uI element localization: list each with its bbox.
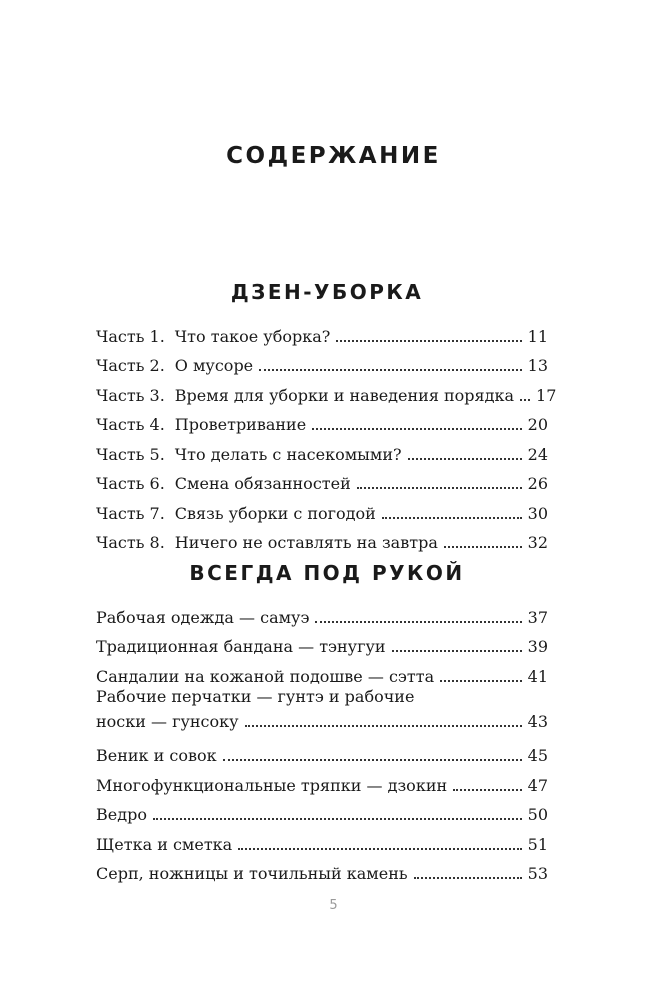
entry-title: Что делать с насекомыми? [174, 444, 402, 464]
entry-title: Сандалии на кожаной подошве — сэтта [96, 666, 435, 686]
part-label: Часть 3. [96, 385, 165, 405]
entry-title: Щетка и сметка [96, 834, 233, 854]
part-label: Часть 1. [96, 326, 165, 346]
toc-section-always-at-hand [96, 559, 548, 884]
entry-title: Многофункциональные тряпки — дзокин [96, 775, 448, 795]
dot-leader [312, 428, 521, 430]
part-label: Часть 2. [96, 356, 165, 375]
entry-title: Серп, ножницы и точильный камень [96, 864, 408, 883]
toc-entry[interactable] [96, 628, 548, 658]
entry-title: Ведро [96, 805, 147, 824]
dot-leader [382, 517, 522, 519]
dot-leader [453, 789, 522, 791]
page-number: 24 [527, 444, 548, 464]
page-number: 30 [527, 503, 548, 523]
dot-leader [245, 725, 522, 727]
entry-second-row [96, 708, 548, 732]
entry-title-line-1: Рабочие перчатки — гунтэ и рабочие [96, 686, 415, 706]
dot-leader [259, 369, 521, 371]
section-heading: ВСЕГДА ПОД РУКОЙ [189, 561, 465, 585]
toc-entry[interactable] [96, 737, 548, 767]
section-heading: ДЗЕН-УБОРКА [230, 280, 424, 304]
dot-leader [414, 877, 522, 879]
dot-leader [336, 340, 521, 342]
entry-title: Проветривание [174, 415, 307, 434]
entry-title: Ничего не оставлять на завтра [174, 533, 438, 552]
toc-entry[interactable] [96, 855, 548, 885]
dot-leader [444, 546, 522, 548]
toc-entry[interactable] [96, 524, 548, 554]
page-number: 17 [536, 385, 557, 405]
page-number: 47 [527, 775, 548, 795]
toc-entry[interactable] [96, 687, 548, 737]
dot-leader [392, 650, 522, 652]
entry-title: О мусоре [174, 356, 254, 375]
entry-title: Традиционная бандана — тэнугуи [96, 637, 386, 656]
entry-title: Время для уборки и наведения порядка [174, 385, 515, 405]
page-number: 32 [527, 533, 548, 552]
page-number: 39 [527, 637, 548, 656]
page-number: 45 [527, 746, 548, 765]
part-label: Часть 8. [96, 533, 165, 552]
page-number: 26 [527, 474, 548, 493]
page-number: 50 [527, 805, 548, 824]
page-title: СОДЕРЖАНИЕ [226, 143, 441, 169]
entry-title: Смена обязанностей [174, 474, 351, 493]
part-label: Часть 5. [96, 444, 165, 464]
page-number: 51 [527, 834, 548, 854]
dot-leader [357, 487, 522, 489]
toc-entry[interactable] [96, 317, 548, 347]
page-folio-number: 5 [329, 898, 338, 913]
toc-entry[interactable] [96, 766, 548, 796]
toc-entry[interactable] [96, 796, 548, 826]
toc-section-zen-cleaning [96, 278, 557, 553]
entry-title: Что такое уборка? [174, 326, 331, 346]
page-number: 53 [527, 864, 548, 883]
dot-leader [408, 458, 522, 460]
page-number: 37 [527, 607, 548, 627]
toc-entry[interactable] [96, 598, 548, 628]
page-number: 13 [527, 356, 548, 375]
dot-leader [238, 848, 521, 850]
page-number: 11 [527, 326, 548, 346]
toc-entry[interactable] [96, 494, 548, 524]
dot-leader [440, 680, 522, 682]
toc-entry[interactable] [96, 406, 548, 436]
toc-list [96, 317, 557, 553]
toc-entry[interactable] [96, 465, 548, 495]
dot-leader [223, 759, 522, 761]
toc-entry[interactable] [96, 376, 557, 406]
entry-title: Рабочая одежда — самуэ [96, 607, 310, 627]
entry-title: Веник и совок [96, 746, 217, 765]
toc-entry[interactable] [96, 657, 548, 687]
dot-leader [315, 621, 521, 623]
toc-list [96, 598, 548, 884]
toc-entry[interactable] [96, 435, 548, 465]
part-label: Часть 7. [96, 503, 165, 523]
page-number: 43 [527, 711, 548, 731]
page-number: 20 [527, 415, 548, 434]
part-label: Часть 6. [96, 474, 165, 493]
entry-title: Связь уборки с погодой [174, 503, 376, 523]
toc-entry[interactable] [96, 347, 548, 377]
dot-leader [153, 818, 522, 820]
page-number: 41 [527, 666, 548, 686]
toc-entry[interactable] [96, 825, 548, 855]
dot-leader [520, 399, 530, 401]
part-label: Часть 4. [96, 415, 165, 434]
entry-title-line-2: носки — гунсоку [96, 711, 239, 731]
